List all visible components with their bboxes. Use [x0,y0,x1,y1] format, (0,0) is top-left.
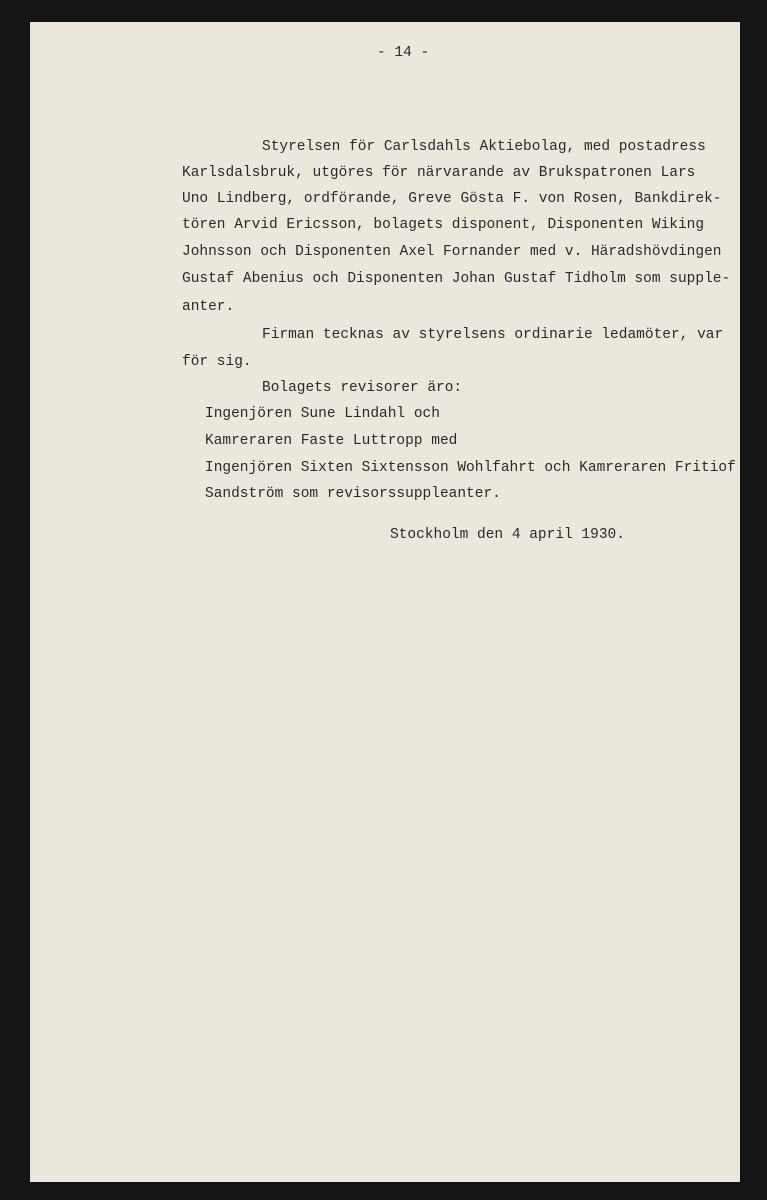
text-line: tören Arvid Ericsson, bolagets disponent, Disponenten Wiking [182,217,705,233]
signature-line: Stockholm den 4 april 1930. [390,527,625,543]
text-line: anter. [182,299,235,315]
text-line: Sandström som revisorssuppleanter. [205,486,501,502]
text-line: Styrelsen för Carlsdahls Aktiebolag, med postadress [262,139,706,155]
text-line: Ingenjören Sixten Sixtensson Wohlfahrt och Kamreraren Fritiof [205,460,736,476]
text-line: Ingenjören Sune Lindahl och [205,406,440,422]
text-line: Firman tecknas av styrelsens ordinarie ledamöter, var [262,327,724,343]
page-number: - 14 - [377,45,430,61]
text-line: för sig. [182,354,252,370]
text-line: Kamreraren Faste Luttropp med [205,433,458,449]
text-line: Johnsson och Disponenten Axel Fornander med v. Häradshövdingen [182,244,722,260]
text-line: Karlsdalsbruk, utgöres för närvarande av Brukspatronen Lars [182,165,696,181]
text-line: Uno Lindberg, ordförande, Greve Gösta F. von Rosen, Bankdirek- [182,191,722,207]
text-line: Gustaf Abenius och Disponenten Johan Gustaf Tidholm som supple- [182,271,731,287]
text-line: Bolagets revisorer äro: [262,380,463,396]
